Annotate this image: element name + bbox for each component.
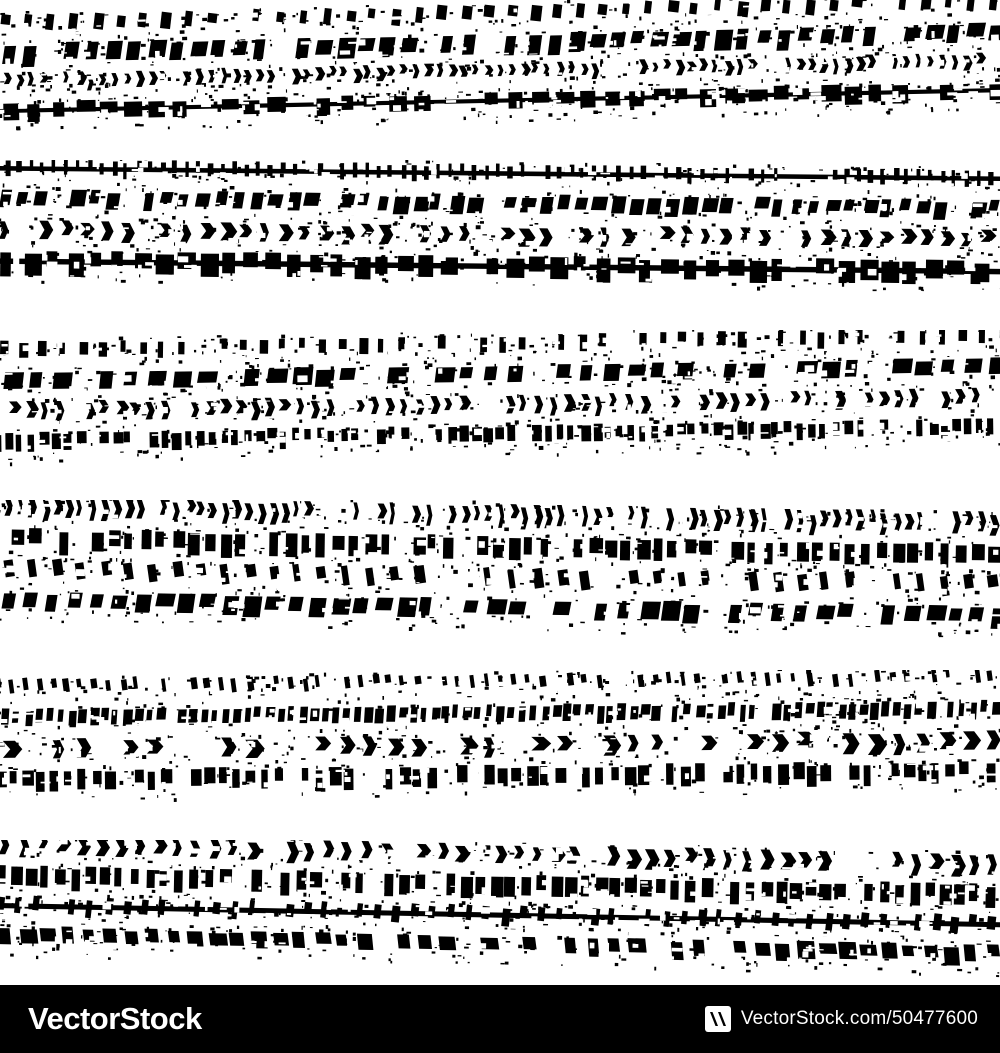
tire-track-1 [0, 0, 1000, 135]
stock-image-url: VectorStock.com/50477600 [740, 1008, 978, 1029]
tire-track-4 [0, 500, 1000, 645]
vectorstock-logo-icon [705, 1006, 731, 1032]
footer-watermark-bar [0, 985, 1000, 1053]
tire-track-2 [0, 160, 1000, 300]
tire-track-6 [0, 840, 1000, 980]
tire-track-3 [0, 330, 1000, 470]
brand-name-first: Vector [28, 1001, 120, 1036]
brand-wordmark [28, 1001, 202, 1037]
brand-name-second: Stock [119, 1001, 202, 1036]
footer-attribution [705, 1006, 978, 1032]
tire-track-5 [0, 670, 1000, 810]
